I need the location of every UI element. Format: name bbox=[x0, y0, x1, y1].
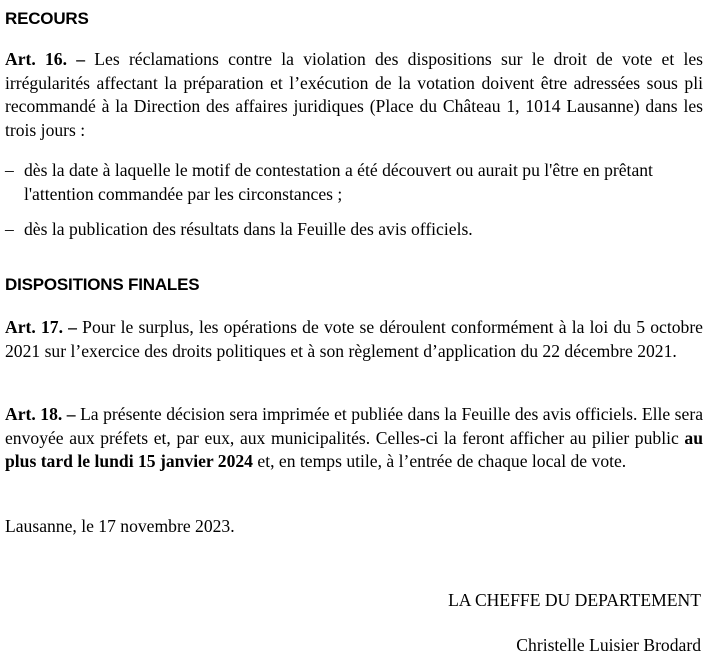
article-16-text: Les réclamations contre la violation des dispositions sur le droit de vote et les irrégularités affectant la préparation et l’exécution de la votation doivent être adressées sous pli recommandé à la Direction des affaires juridiques (Place du Château 1, 1014 Lausanne) dans les trois jours : bbox=[5, 49, 703, 140]
article-16-bullet-2 bbox=[5, 218, 703, 242]
heading-dispositions-finales: DISPOSITIONS FINALES bbox=[5, 275, 200, 294]
place-date: Lausanne, le 17 novembre 2023. bbox=[5, 516, 235, 536]
article-18-label: Art. 18. – bbox=[5, 404, 76, 424]
article-16-bullet-1 bbox=[5, 159, 703, 206]
article-17-label: Art. 17. – bbox=[5, 317, 77, 337]
signature-title: LA CHEFFE DU DEPARTEMENT bbox=[448, 590, 701, 610]
bullet-dash: – bbox=[5, 219, 14, 239]
bullet-text: dès la date à laquelle le motif de contestation a été découvert ou aurait pu l'être en prêtant l'attention commandée par les circonstances ; bbox=[24, 160, 653, 204]
article-18-text-after: et, en temps utile, à l’entrée de chaque local de vote. bbox=[257, 451, 627, 471]
article-18 bbox=[5, 403, 703, 474]
article-18-deadline: au plus tard le lundi 15 janvier 2024 bbox=[5, 427, 703, 471]
article-16-label: Art. 16. – bbox=[5, 49, 86, 69]
article-18-text-before: La présente décision sera imprimée et publiée dans la Feuille des avis officiels. Elle sera envoyée aux préfets et, par eux, aux municipalités. Celles-ci la feront afficher au pilier public bbox=[5, 404, 704, 448]
bullet-dash: – bbox=[5, 160, 14, 180]
signature-name: Christelle Luisier Brodard bbox=[516, 635, 701, 655]
heading-recours: RECOURS bbox=[5, 9, 89, 28]
bullet-text: dès la publication des résultats dans la Feuille des avis officiels. bbox=[24, 219, 473, 239]
article-17 bbox=[5, 316, 703, 363]
article-16 bbox=[5, 48, 703, 142]
article-17-text: Pour le surplus, les opérations de vote se déroulent conformément à la loi du 5 octobre 2021 sur l’exercice des droits politiques et à son règlement d’application du 22 décembre 2021. bbox=[5, 317, 703, 361]
